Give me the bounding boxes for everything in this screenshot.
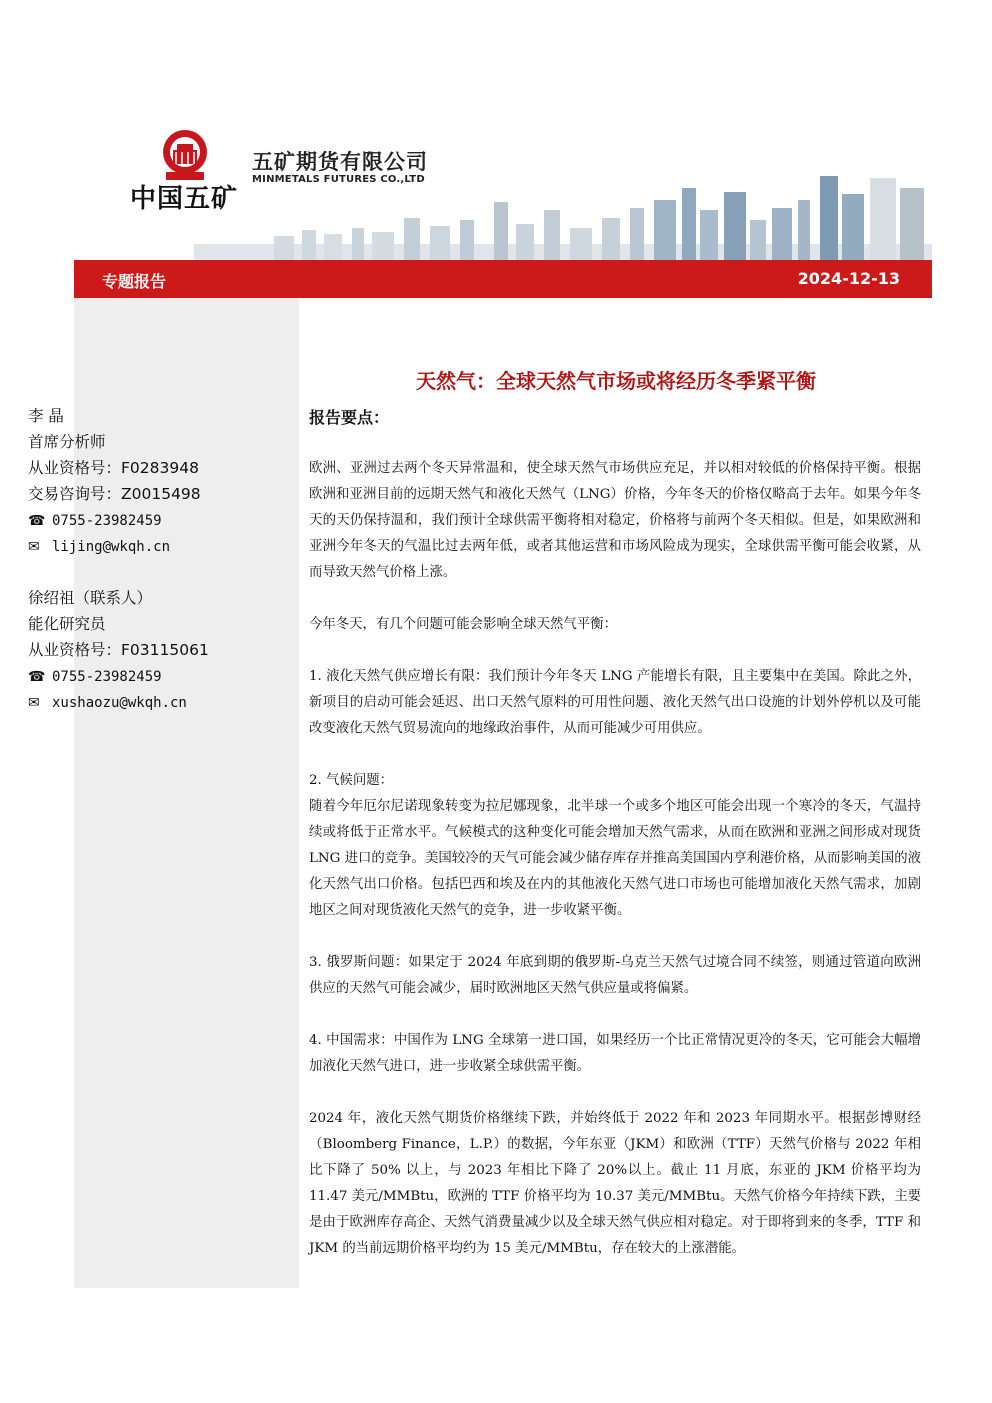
author-qualification: 从业资格号：F0283948: [28, 459, 199, 477]
email-icon: ✉: [28, 539, 40, 555]
paragraph-prices: 2024 年，液化天然气期货价格继续下跌，并始终低于 2022 年和 2023 年同期水平。根据彭博财经（Bloomberg Finance，L.P.）的数据，今年东亚（JKM）和欧洲（TTF）天然气价格与 2022 年相比下降了 50% 以上，与 2023 年相比下降了 20%以上。截止 11 月底，东亚的 JKM 价格平均为 11.47 美元/MMBtu，欧洲的 TTF 价格平均为 10.37 美元/MMBtu。天然气价格今年持续下跌，主要是由于欧洲库存高企、天然气消费量减少以及全球天然气供应相对稳定。对于即将到来的冬季，TTF 和 JKM 的当前远期价格平均约为 15 美元/MMBtu，存在较大的上涨潜能。: [309, 1111, 921, 1256]
author-email[interactable]: ✉ xushaozu@wkqh.cn: [28, 689, 209, 715]
author-block-2: [28, 585, 209, 715]
phone-icon: ☎: [28, 669, 46, 685]
author-phone: ☎ 0755-23982459: [28, 507, 201, 533]
report-date: 2024-12-13: [797, 269, 900, 288]
minmetals-logo-text: 中国五矿: [130, 184, 239, 214]
paragraph-issue-2-heading: 2. 气候问题：: [309, 773, 393, 788]
author-name: 李 晶: [28, 407, 64, 425]
page-header: [74, 120, 932, 260]
paragraph-issues-lead: 今年冬天，有几个问题可能会影响全球天然气平衡：: [309, 617, 617, 632]
paragraph-issue-4: 4. 中国需求：中国作为 LNG 全球第一进口国，如果经历一个比正常情况更冷的冬天，它可能会大幅增加液化天然气进口，进一步收紧全球供需平衡。: [309, 1033, 921, 1074]
author-trade-number: 交易咨询号：Z0015498: [28, 485, 201, 503]
report-header-bar: [74, 260, 932, 298]
report-type-label: 专题报告: [102, 272, 167, 291]
city-skyline-illustration: [194, 148, 932, 260]
keypoints-heading: 报告要点：: [309, 408, 390, 427]
author-role: 能化研究员: [28, 615, 106, 633]
author-block-1: [28, 403, 201, 559]
paragraph-issue-3: 3. 俄罗斯问题：如果定于 2024 年底到期的俄罗斯-乌克兰天然气过境合同不续签，则通过管道向欧洲供应的天然气可能会减少，届时欧洲地区天然气供应量或将偏紧。: [309, 955, 921, 996]
report-title: 天然气：全球天然气市场或将经历冬季紧平衡: [416, 369, 816, 393]
company-name-cn: 五矿期货有限公司: [252, 150, 428, 174]
email-icon: ✉: [28, 695, 40, 711]
phone-icon: ☎: [28, 513, 46, 529]
author-name: 徐绍祖（联系人）: [28, 589, 153, 607]
author-qualification: 从业资格号：F03115061: [28, 641, 209, 659]
author-phone: ☎ 0755-23982459: [28, 663, 209, 689]
author-email[interactable]: ✉ lijing@wkqh.cn: [28, 533, 201, 559]
author-role: 首席分析师: [28, 433, 106, 451]
paragraph-issue-1: 1. 液化天然气供应增长有限：我们预计今年冬天 LNG 产能增长有限，且主要集中在美国。除此之外，新项目的启动可能会延迟、出口天然气原料的可用性问题、液化天然气出口设施的计划外停机以及可能改变液化天然气贸易流向的地缘政治事件，从而可能减少可用供应。: [309, 669, 921, 736]
paragraph-intro: 欧洲、亚洲过去两个冬天异常温和，使全球天然气市场供应充足，并以相对较低的价格保持平衡。根据欧洲和亚洲目前的远期天然气和液化天然气（LNG）价格，今年冬天的价格仅略高于去年。如果今年冬天的天仍保持温和，我们预计全球供需平衡将相对稳定，价格将与前两个冬天相似。但是，如果欧洲和亚洲今年冬天的气温比过去两年低，或者其他运营和市场风险成为现实，全球供需平衡可能会收紧，从而导致天然气价格上涨。: [309, 461, 921, 580]
company-name-en: MINMETALS FUTURES CO.,LTD: [252, 174, 425, 185]
paragraph-issue-2: 随着今年厄尔尼诺现象转变为拉尼娜现象，北半球一个或多个地区可能会出现一个寒冷的冬天，气温持续或将低于正常水平。气候模式的这种变化可能会增加天然气需求，从而在欧洲和亚洲之间形成对现货 LNG 进口的竞争。美国较冷的天气可能会减少储存库存并推高美国国内亨利港价格，从而影响美国的液化天然气出口价格。包括巴西和埃及在内的其他液化天然气进口市场也可能增加液化天然气需求，加剧地区之间对现货液化天然气的竞争，进一步收紧平衡。: [309, 799, 921, 918]
